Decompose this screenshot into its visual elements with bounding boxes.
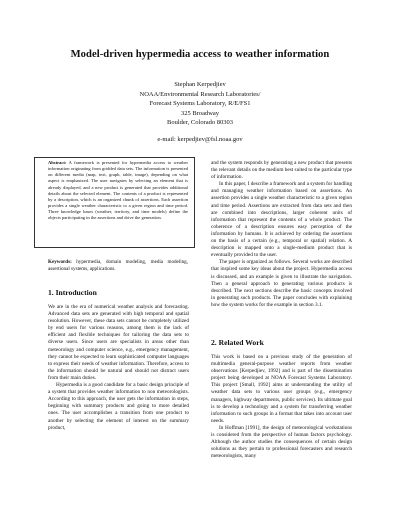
section-heading: 2. Related Work	[211, 338, 264, 347]
right-column-bottom	[211, 354, 352, 460]
paragraph: In Hoffman [1991], the design of meteorological workstations is considered from the perspective of human factors psychology. Although the author studies the consequences of certain design solutions as they pertain to professional forecasters and research meteorologists, many	[211, 424, 352, 460]
abstract-label: Abstract:	[48, 160, 67, 165]
author-address-line: 325 Broadway	[180, 109, 220, 117]
keywords-body: hypermedia, domain modeling, media modeling, assertional systems, applications.	[48, 259, 188, 273]
paragraph: Hypermedia is a good candidate for a basic design principle of a system that provides weather information to non meteorologists. According to this approach, the user gets the information in steps, beginning with summary products and going to more detailed ones. The user accomplishes a transition from one product to another by selecting the element of interest on the summary product,	[48, 382, 189, 431]
paragraph: This work is based on a previous study of the generation of multimedia general-purpose weather reports from weather observations [Kerpedjiev, 1992] and is part of the dissemination project being developed at NOAA Forecast Systems Laboratory. This project [Small, 1992] aims at understanding the utility of weather data sets to various user groups (e.g., emergency managers, highway departments, public services). Its ultimate goal is to develop a technology and a system for transferring weather information to such groups in a format that takes into account user needs.	[211, 354, 352, 424]
author-affiliation-line: NOAA/Environmental Research Laboratories/	[139, 90, 261, 98]
keywords-label: Keywords:	[48, 259, 72, 265]
paragraph: In this paper, I describe a framework and a system for handling and managing weather information based on assertions. An assertion provides a single weather characteristic to a given region and time period. Assertions are extracted from data sets and then are combined into descriptions, larger coherent units of information that represent the contents of a whole product. The coherence of a description ensures easy perception of the information by humans. It is achieved by ordering the assertions on the basis of a certain (e.g., temporal or spatial) relation. A description is mapped onto a single-medium product that is eventually provided to the user.	[211, 181, 352, 259]
abstract	[48, 160, 188, 222]
paragraph: and the system responds by generating a new product that presents the relevant details on the medium best suited to the particular type of information.	[211, 160, 352, 181]
paper-title: Model-driven hypermedia access to weather information	[70, 49, 330, 60]
paragraph: The paper is organized as follows. Several works are described that inspired some key ideas about the project. Hypermedia access is discussed, and an example is given to illustrate the navigation. Then a general approach to generating various products is described. The next sections describe the basic concepts involved in generating such products. The paper concludes with explaining how the system works for the example in section 3.1.	[211, 259, 352, 308]
author-address-line: Boulder, Colorado 80303	[167, 119, 233, 127]
keywords	[48, 259, 188, 274]
paragraph: We are in the era of numerical weather analysis and forecasting. Advanced data sets are generated with high temporal and spatial resolution. However, these data sets cannot be completely utilized by end users for various reasons, among them is the lack of efficient and flexible techniques for tailoring the data sets to diverse users. Since users are specialists in areas other than meteorology and computer science, e.g., emergency management, they cannot be expected to learn sophisticated computer languages to express their needs of weather information. Therefore, access to the information should be natural and should not distract users from their main duties.	[48, 304, 189, 381]
author-block	[0, 80, 400, 128]
author-affiliation-line: Forecast Systems Laboratory, R/E/FS1	[149, 100, 251, 108]
right-column-top	[211, 160, 352, 309]
left-column	[48, 304, 189, 432]
abstract-body: A framework is presented for hypermedia access to weather information originating from gridded data sets. The information is presented on different media (map, text, graph, table, image), depending on what aspect is emphasized. The user navigates by selecting an element that is already displayed, and a new product is generated that provides additional details about the selected element. The contents of a product is represented by a description, which is an organized chunk of assertions. Each assertion provides a single weather characteristic to a given region and time period. Three knowledge bases (weather, territory, and time models) define the objects participating in the assertions and drive the generation.	[48, 160, 188, 221]
author-email: e-mail: kerpedjiev@fsl.noaa.gov	[157, 136, 243, 143]
author-name: Stephan Kerpedjiev	[174, 81, 226, 88]
section-heading: 1. Introduction	[48, 288, 97, 297]
